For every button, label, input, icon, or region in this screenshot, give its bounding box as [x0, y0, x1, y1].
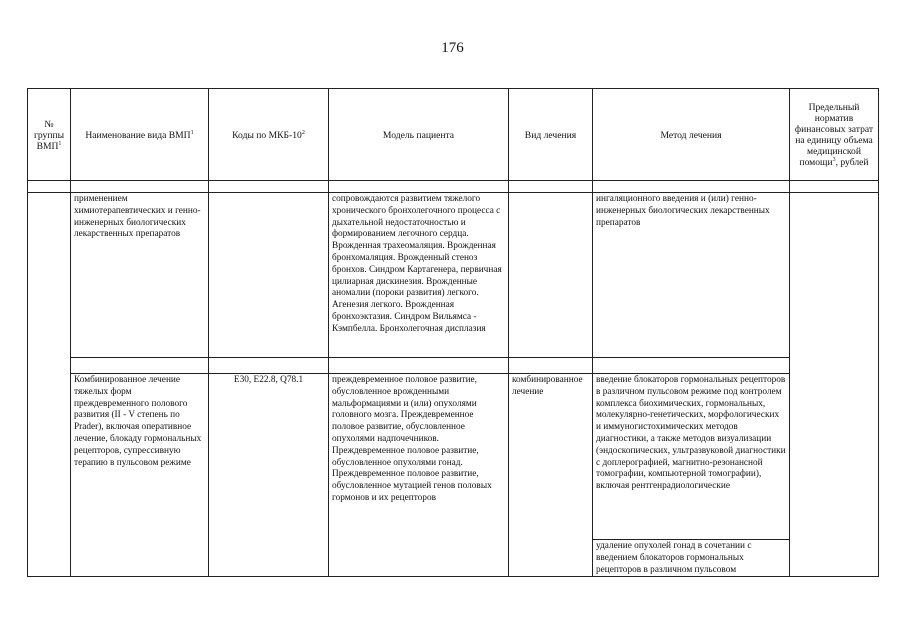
- table-spacer-row: [28, 181, 879, 193]
- cell-treatment-type: [509, 193, 593, 358]
- cell-treatment-method: удаление опухолей гонад в сочетании с введением блокаторов гормональных рецепторов в различном пульсовом: [593, 540, 790, 577]
- cell-cost-norm: [790, 193, 879, 577]
- cell-treatment-type: комбинированное лечение: [509, 374, 593, 577]
- cell-codes: E30, E22.8, Q78.1: [209, 374, 329, 577]
- table-row: [28, 193, 879, 358]
- header-vmp-name: Наименование вида ВМП$^1$: [71, 89, 209, 181]
- vmp-table: [27, 88, 879, 577]
- table-row: [28, 374, 879, 540]
- cell-treatment-method: введение блокаторов гормональных рецепторов в различном пульсовом режиме под контролем комплекса биохимических, гормональных, молекулярно-генетических, морфологических и иммуногистохимических методов диагностики, а также методов визуализации (эндоскопических, ультразвуковой диагностики с доплерографией, магнитно-резонансной томографии, компьютерной томографии), включая рентгенрадиологические: [593, 374, 790, 540]
- page-number: 176: [441, 40, 464, 56]
- table-spacer-row: [28, 358, 879, 374]
- cell-vmp-name: Комбинированное лечение тяжелых форм преждевременного полового развития (II - V степень по Prader), включая оперативное лечение, блокаду гормональных рецепторов, супрессивную терапию в пульсовом режиме: [71, 374, 209, 577]
- header-group-no: № группы ВМП$^1$: [28, 89, 71, 181]
- cell-vmp-name: применением химиотерапевтических и генно-инженерных биологических лекарственных препаратов: [71, 193, 209, 358]
- cell-group: [28, 193, 71, 577]
- header-cost-norm: Предельный норматив финансовых затрат на единицу объема медицинской помощи$^3$, рублей: [790, 89, 879, 181]
- cell-codes: [209, 193, 329, 358]
- cell-patient-model: сопровождаются развитием тяжелого хронического бронхолегочного процесса с дыхательной недостаточностью и формированием легочного сердца. Врожденная трахеомаляция. Врожденная бронхомаляция. Врожденный стеноз бронхов. Синдром Картагенера, первичная цилиарная дискинезия. Врожденные аномалии (пороки развития) легкого. Агенезия легкого. Врожденная бронхоэктазия. Синдром Вильямса - Кэмпбелла. Бронхолегочная дисплазия: [329, 193, 509, 358]
- header-treatment-method: Метод лечения: [593, 89, 790, 181]
- cell-treatment-method: ингаляционного введения и (или) генно-инженерных биологических лекарственных препаратов: [593, 193, 790, 358]
- header-treatment-type: Вид лечения: [509, 89, 593, 181]
- header-patient-model: Модель пациента: [329, 89, 509, 181]
- cell-patient-model: преждевременное половое развитие, обусловленное врожденными мальформациями и (или) опухолями головного мозга. Преждевременное половое развитие, обусловленное опухолями надпочечников. Преждевременное половое развитие, обусловленное опухолями гонад. Преждевременное половое развитие, обусловленное мутацией генов половых гормонов и их рецепторов: [329, 374, 509, 577]
- header-codes: Коды по МКБ-$10^2$: [209, 89, 329, 181]
- table-header-row: [28, 89, 879, 181]
